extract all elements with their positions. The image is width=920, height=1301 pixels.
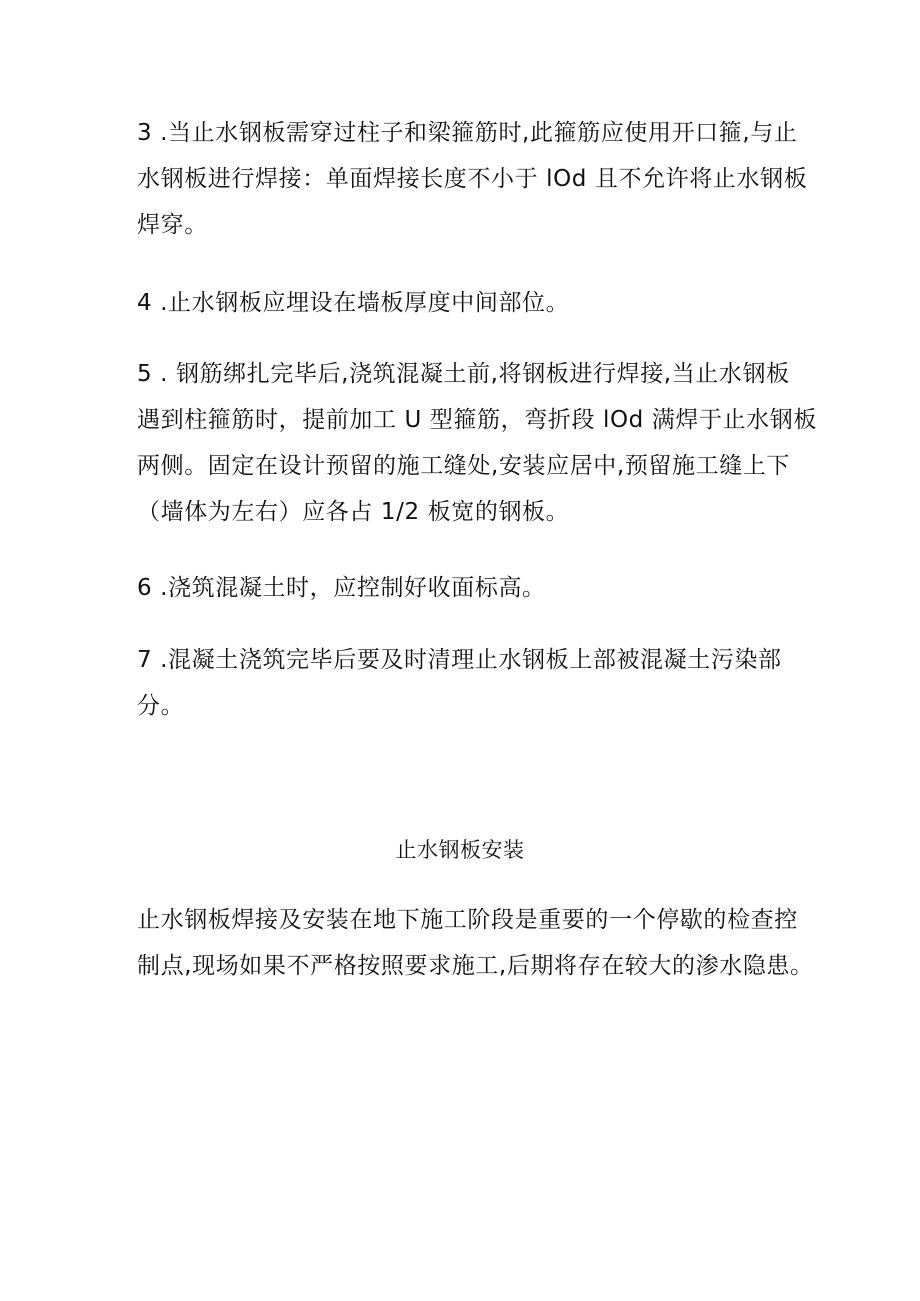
section-paragraph-line-1: 止水钢板焊接及安装在地下施工阶段是重要的一个停歇的检查控 (137, 907, 798, 933)
item-5-line-4: （墙体为左右）应各占 1/2 板宽的钢板。 (137, 499, 570, 525)
list-item-4 (137, 280, 802, 326)
section-paragraph-line-2: 制点,现场如果不严格按照要求施工,后期将存在较大的渗水隐患。 (137, 953, 814, 979)
section-paragraph (137, 897, 814, 989)
item-5-line-2: 遇到柱箍筋时，提前加工 U 型箍筋，弯折段 lOd 满焊于止水钢板 (137, 407, 817, 433)
item-4-line-1: 4 .止水钢板应埋设在墙板厚度中间部位。 (137, 290, 570, 316)
item-3-line-2: 水钢板进行焊接：单面焊接长度不小于 lOd 且不允许将止水钢板 (137, 166, 808, 192)
item-7-line-2: 分。 (137, 693, 185, 719)
item-5-line-3: 两侧。固定在设计预留的施工缝处,安装应居中,预留施工缝上下 (137, 453, 791, 479)
item-3-line-3: 焊穿。 (137, 212, 208, 238)
item-5-line-1: 5 . 钢筋绑扎完毕后,浇筑混凝土前,将钢板进行焊接,当止水钢板 (137, 361, 790, 387)
list-item-6 (137, 565, 802, 611)
list-item-5 (137, 351, 817, 535)
item-3-line-1: 3 .当止水钢板需穿过柱子和梁箍筋时,此箍筋应使用开口箍,与止 (137, 120, 798, 146)
list-item-7 (137, 637, 802, 729)
section-heading: 止水钢板安装 (395, 838, 525, 862)
item-6-line-1: 6 .浇筑混凝土时，应控制好收面标高。 (137, 575, 546, 601)
item-7-line-1: 7 .混凝土浇筑完毕后要及时清理止水钢板上部被混凝土污染部 (137, 647, 782, 673)
list-item-3 (137, 110, 808, 248)
